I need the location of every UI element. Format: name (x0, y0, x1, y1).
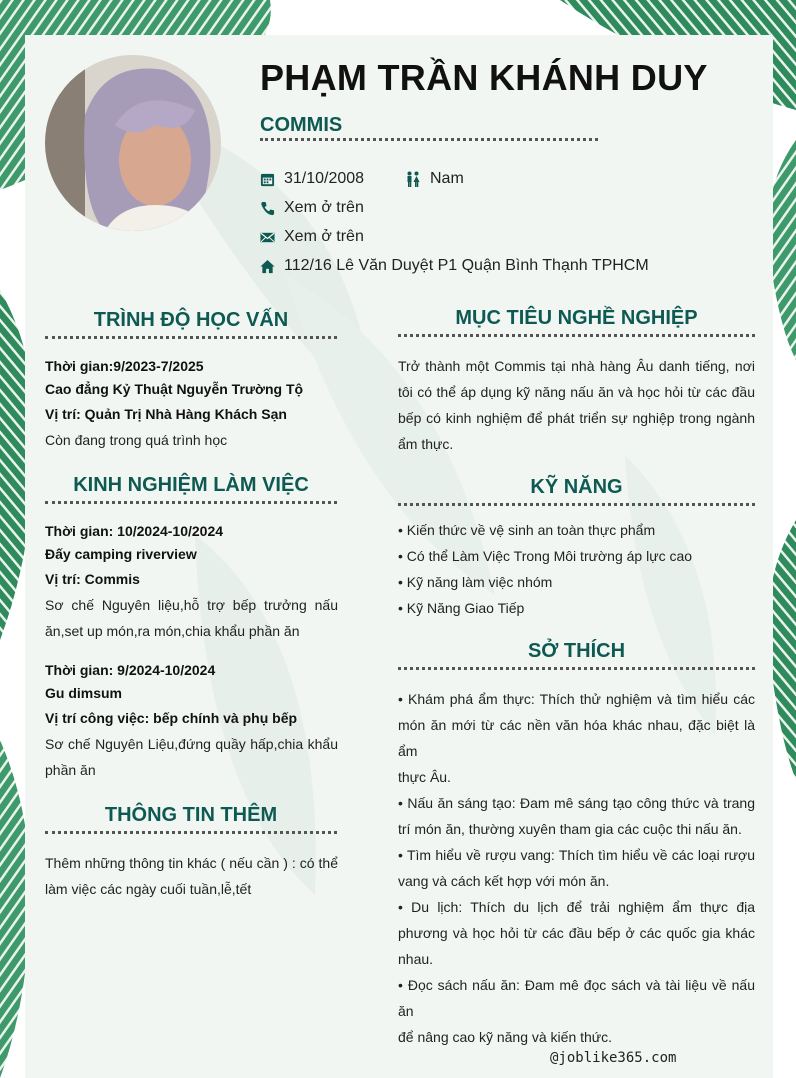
objective-text (398, 353, 755, 457)
extra-divider (45, 831, 337, 834)
hobby-line: phương và học hỏi từ các đầu bếp ở các quốc gia khác (398, 925, 755, 941)
hobbies-text (398, 686, 755, 1050)
job-desc-line: Sơ chế Nguyên liệu,hỗ trợ bếp trưởng nấu (45, 597, 338, 613)
hobby-line: thực Âu. (398, 769, 451, 785)
address-row (260, 257, 649, 275)
home-icon (260, 259, 275, 274)
education-divider (45, 336, 337, 339)
skill-item: • Kỹ năng làm việc nhóm (398, 574, 553, 590)
job-title: COMMIS (260, 114, 343, 136)
avatar (45, 55, 221, 231)
hobby-line: món ăn mới từ các nền văn hóa khác nhau, đặc biệt là ẩm (398, 717, 755, 759)
job-time: Thời gian: 9/2024-10/2024 (45, 662, 216, 678)
phone-row (260, 199, 364, 217)
gender-row (405, 170, 464, 188)
email-row (260, 228, 364, 246)
skill-item: • Có thể Làm Việc Trong Môi trường áp lực cao (398, 548, 693, 564)
phone-icon (260, 201, 275, 216)
hobby-line: • Du lịch: Thích du lịch để trải nghiệm ẩm thực địa (398, 899, 755, 915)
job-company: Gu dimsum (45, 685, 123, 701)
education-heading: TRÌNH ĐỘ HỌC VẤN (93, 309, 289, 331)
hobby-line: trí món ăn, thường xuyên tham gia các cuộc thi nấu ăn. (398, 821, 742, 837)
job-time: Thời gian: 10/2024-10/2024 (45, 523, 224, 539)
objective-line: Trở thành một Commis tại nhà hàng Âu danh tiếng, nơi (398, 358, 755, 374)
hobby-line: để nâng cao kỹ năng và kiến thức. (398, 1029, 613, 1045)
objective-line: bếp có kinh nghiệm để phát triển sự nghiệp trong ngành (398, 410, 755, 426)
email-value: Xem ở trên (284, 228, 364, 245)
objective-line: tôi có thể áp dụng kỹ năng nấu ăn và học hỏi từ các đầu (398, 384, 755, 400)
skill-item: • Kiến thức về vệ sinh an toàn thực phẩm (398, 522, 656, 538)
hobbies-divider (398, 667, 755, 670)
extra-text-line: làm việc các ngày cuối tuần,lễ,tết (45, 881, 252, 897)
education-position: Vị trí: Quản Trị Nhà Hàng Khách Sạn (45, 406, 287, 422)
address-value: 112/16 Lê Văn Duyệt P1 Quận Bình Thạnh TPHCM (284, 257, 649, 274)
job-desc-line: Sơ chế Nguyên Liệu,đứng quầy hấp,chia khẩu (45, 736, 338, 752)
hobby-line: nhau. (398, 951, 434, 967)
education-status: Còn đang trong quá trình học (45, 432, 228, 448)
skills-heading: KỸ NĂNG (530, 476, 623, 498)
skill-item: • Kỹ Năng Giao Tiếp (398, 600, 525, 616)
candidate-name: PHẠM TRẦN KHÁNH DUY (260, 57, 708, 98)
job-company: Đấy camping riverview (45, 546, 197, 562)
birthdate-row (260, 170, 364, 188)
hobby-line: • Tìm hiểu về rượu vang: Thích tìm hiểu về các loại rượu (398, 847, 755, 863)
education-school: Cao đẳng Kỷ Thuật Nguyễn Trường Tộ (45, 381, 304, 397)
hobby-line: vang và cách kết hợp với món ăn. (398, 873, 610, 889)
experience-heading: KINH NGHIỆM LÀM VIỆC (73, 474, 309, 496)
hobby-line: • Nấu ăn sáng tạo: Đam mê sáng tạo công thức và trang (398, 795, 755, 811)
phone-value: Xem ở trên (284, 199, 364, 216)
birthdate-value: 31/10/2008 (284, 170, 365, 187)
experience-divider (45, 501, 337, 504)
job-position: Vị trí: Commis (45, 571, 140, 587)
gender-icon (405, 171, 421, 187)
job-desc-line: ăn,set up món,ra món,chia khẩu phần ăn (45, 623, 300, 639)
objective-divider (398, 334, 755, 337)
job-desc-line: phần ăn (45, 762, 96, 778)
portrait-photo (45, 55, 221, 231)
title-divider (260, 138, 598, 141)
gender-value: Nam (430, 170, 464, 187)
extra-heading: THÔNG TIN THÊM (104, 804, 278, 826)
extra-text-line: Thêm những thông tin khác ( nếu cần ) : có thể (45, 855, 338, 871)
hobby-line: • Khám phá ẩm thực: Thích thử nghiệm và tìm hiểu các (398, 691, 755, 707)
education-time: Thời gian:9/2023-7/2025 (45, 358, 204, 374)
objective-line: ẩm thực. (398, 436, 454, 452)
calendar-icon (260, 172, 275, 187)
hobby-line: • Đọc sách nấu ăn: Đam mê đọc sách và tài liệu về nấu ăn (398, 977, 755, 1019)
job-position: Vị trí công việc: bếp chính và phụ bếp (45, 710, 298, 726)
watermark-text: @joblike365.com (550, 1050, 677, 1066)
envelope-icon (260, 230, 275, 245)
skills-divider (398, 503, 755, 506)
objective-heading: MỤC TIÊU NGHỀ NGHIỆP (455, 307, 698, 329)
hobbies-heading: SỞ THÍCH (527, 640, 626, 662)
